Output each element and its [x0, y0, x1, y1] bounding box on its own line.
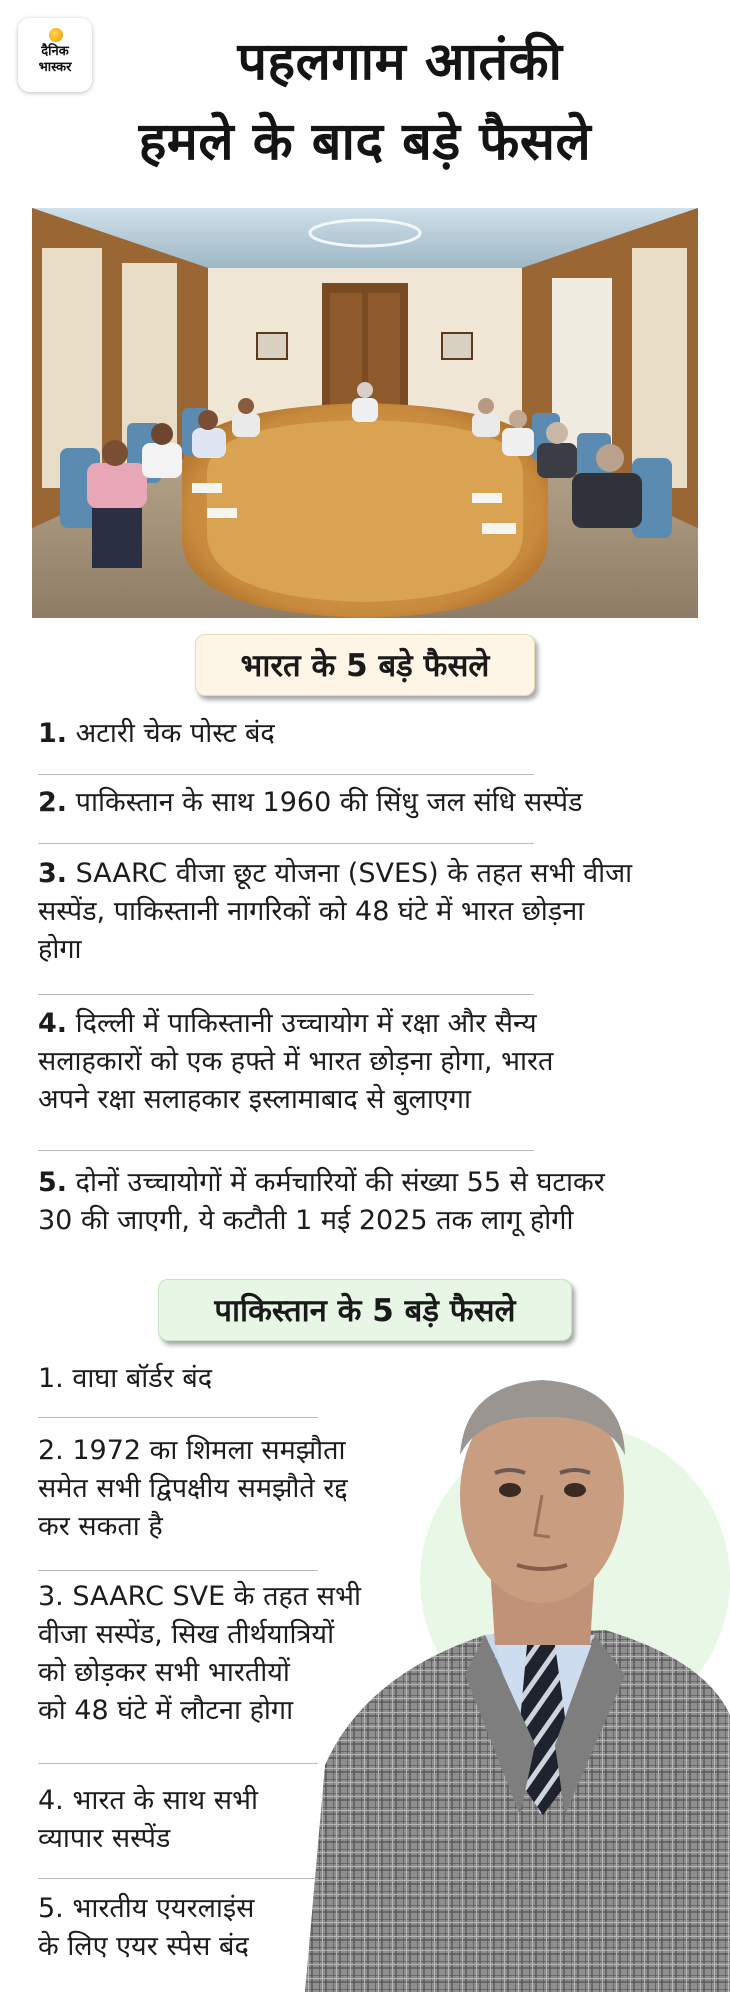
item-text: 4. भारत के साथ सभी [38, 1785, 258, 1816]
item-text: अटारी चेक पोस्ट बंद [75, 718, 275, 749]
list-item [38, 1432, 348, 1546]
divider [38, 1570, 318, 1571]
logo-text-line2: भास्कर [38, 60, 72, 75]
item-text: दोनों उच्चायोगों में कर्मचारियों की संख्या 55 से घटाकर [75, 1167, 605, 1198]
item-number: 1. [38, 718, 68, 749]
list-item [38, 715, 275, 753]
item-text: सस्पेंड, पाकिस्तानी नागरिकों को 48 घंटे में भारत छोड़ना [38, 896, 585, 927]
item-text: 2. 1972 का शिमला समझौता [38, 1435, 346, 1466]
list-item [38, 855, 632, 969]
list-item [38, 1164, 605, 1240]
item-number: 5. [38, 1167, 68, 1198]
list-item [38, 1890, 254, 1966]
page-title-line1: पहलगाम आतंकी [237, 32, 563, 92]
item-text: 3. SAARC SVE के तहत सभी [38, 1581, 362, 1612]
india-decisions-heading: भारत के 5 बड़े फैसले [195, 634, 535, 696]
item-text: समेत सभी द्विपक्षीय समझौते रद्द [38, 1473, 348, 1504]
item-text: के लिए एयर स्पेस बंद [38, 1931, 249, 1962]
divider [38, 1417, 318, 1418]
divider [38, 1763, 318, 1764]
list-item [38, 1360, 212, 1398]
list-item [38, 1005, 553, 1119]
divider [38, 1150, 534, 1151]
item-text: दिल्ली में पाकिस्तानी उच्चायोग में रक्षा और सैन्य [75, 1008, 537, 1039]
item-text: को छोड़कर सभी भारतीयों [38, 1657, 290, 1688]
item-number: 4. [38, 1008, 68, 1039]
item-number: 3. [38, 858, 68, 889]
page-title-line2: हमले के बाद बड़े फैसले [138, 112, 592, 172]
header [0, 0, 730, 200]
item-text: पाकिस्तान के साथ 1960 की सिंधु जल संधि सस्पेंड [75, 787, 583, 818]
item-text: अपने रक्षा सलाहकार इस्लामाबाद से बुलाएगा [38, 1084, 471, 1115]
item-text: 5. भारतीय एयरलाइंस [38, 1893, 255, 1924]
item-text: सलाहकारों को एक हफ्ते में भारत छोड़ना होगा, भारत [38, 1046, 554, 1077]
item-text: कर सकता है [38, 1511, 163, 1542]
list-item [38, 784, 582, 822]
meeting-photo [32, 208, 698, 618]
item-text: को 48 घंटे में लौटना होगा [38, 1695, 294, 1726]
portrait-photo [305, 1345, 730, 1992]
logo-text-line1: दैनिक [41, 44, 69, 59]
item-text: होगा [38, 934, 82, 965]
list-item [38, 1578, 361, 1730]
item-number: 2. [38, 787, 68, 818]
divider [38, 843, 534, 844]
pakistan-decisions-heading: पाकिस्तान के 5 बड़े फैसले [158, 1279, 572, 1341]
list-item [38, 1782, 258, 1858]
item-text: व्यापार सस्पेंड [38, 1823, 171, 1854]
item-text: 1. वाघा बॉर्डर बंद [38, 1363, 213, 1394]
divider [38, 994, 534, 995]
item-text: वीजा सस्पेंड, सिख तीर्थयात्रियों [38, 1619, 335, 1650]
item-text: SAARC वीजा छूट योजना (SVES) के तहत सभी वीजा [75, 858, 633, 889]
item-text: 30 की जाएगी, ये कटौती 1 मई 2025 तक लागू होगी [38, 1205, 574, 1236]
divider [38, 1878, 318, 1879]
divider [38, 774, 534, 775]
